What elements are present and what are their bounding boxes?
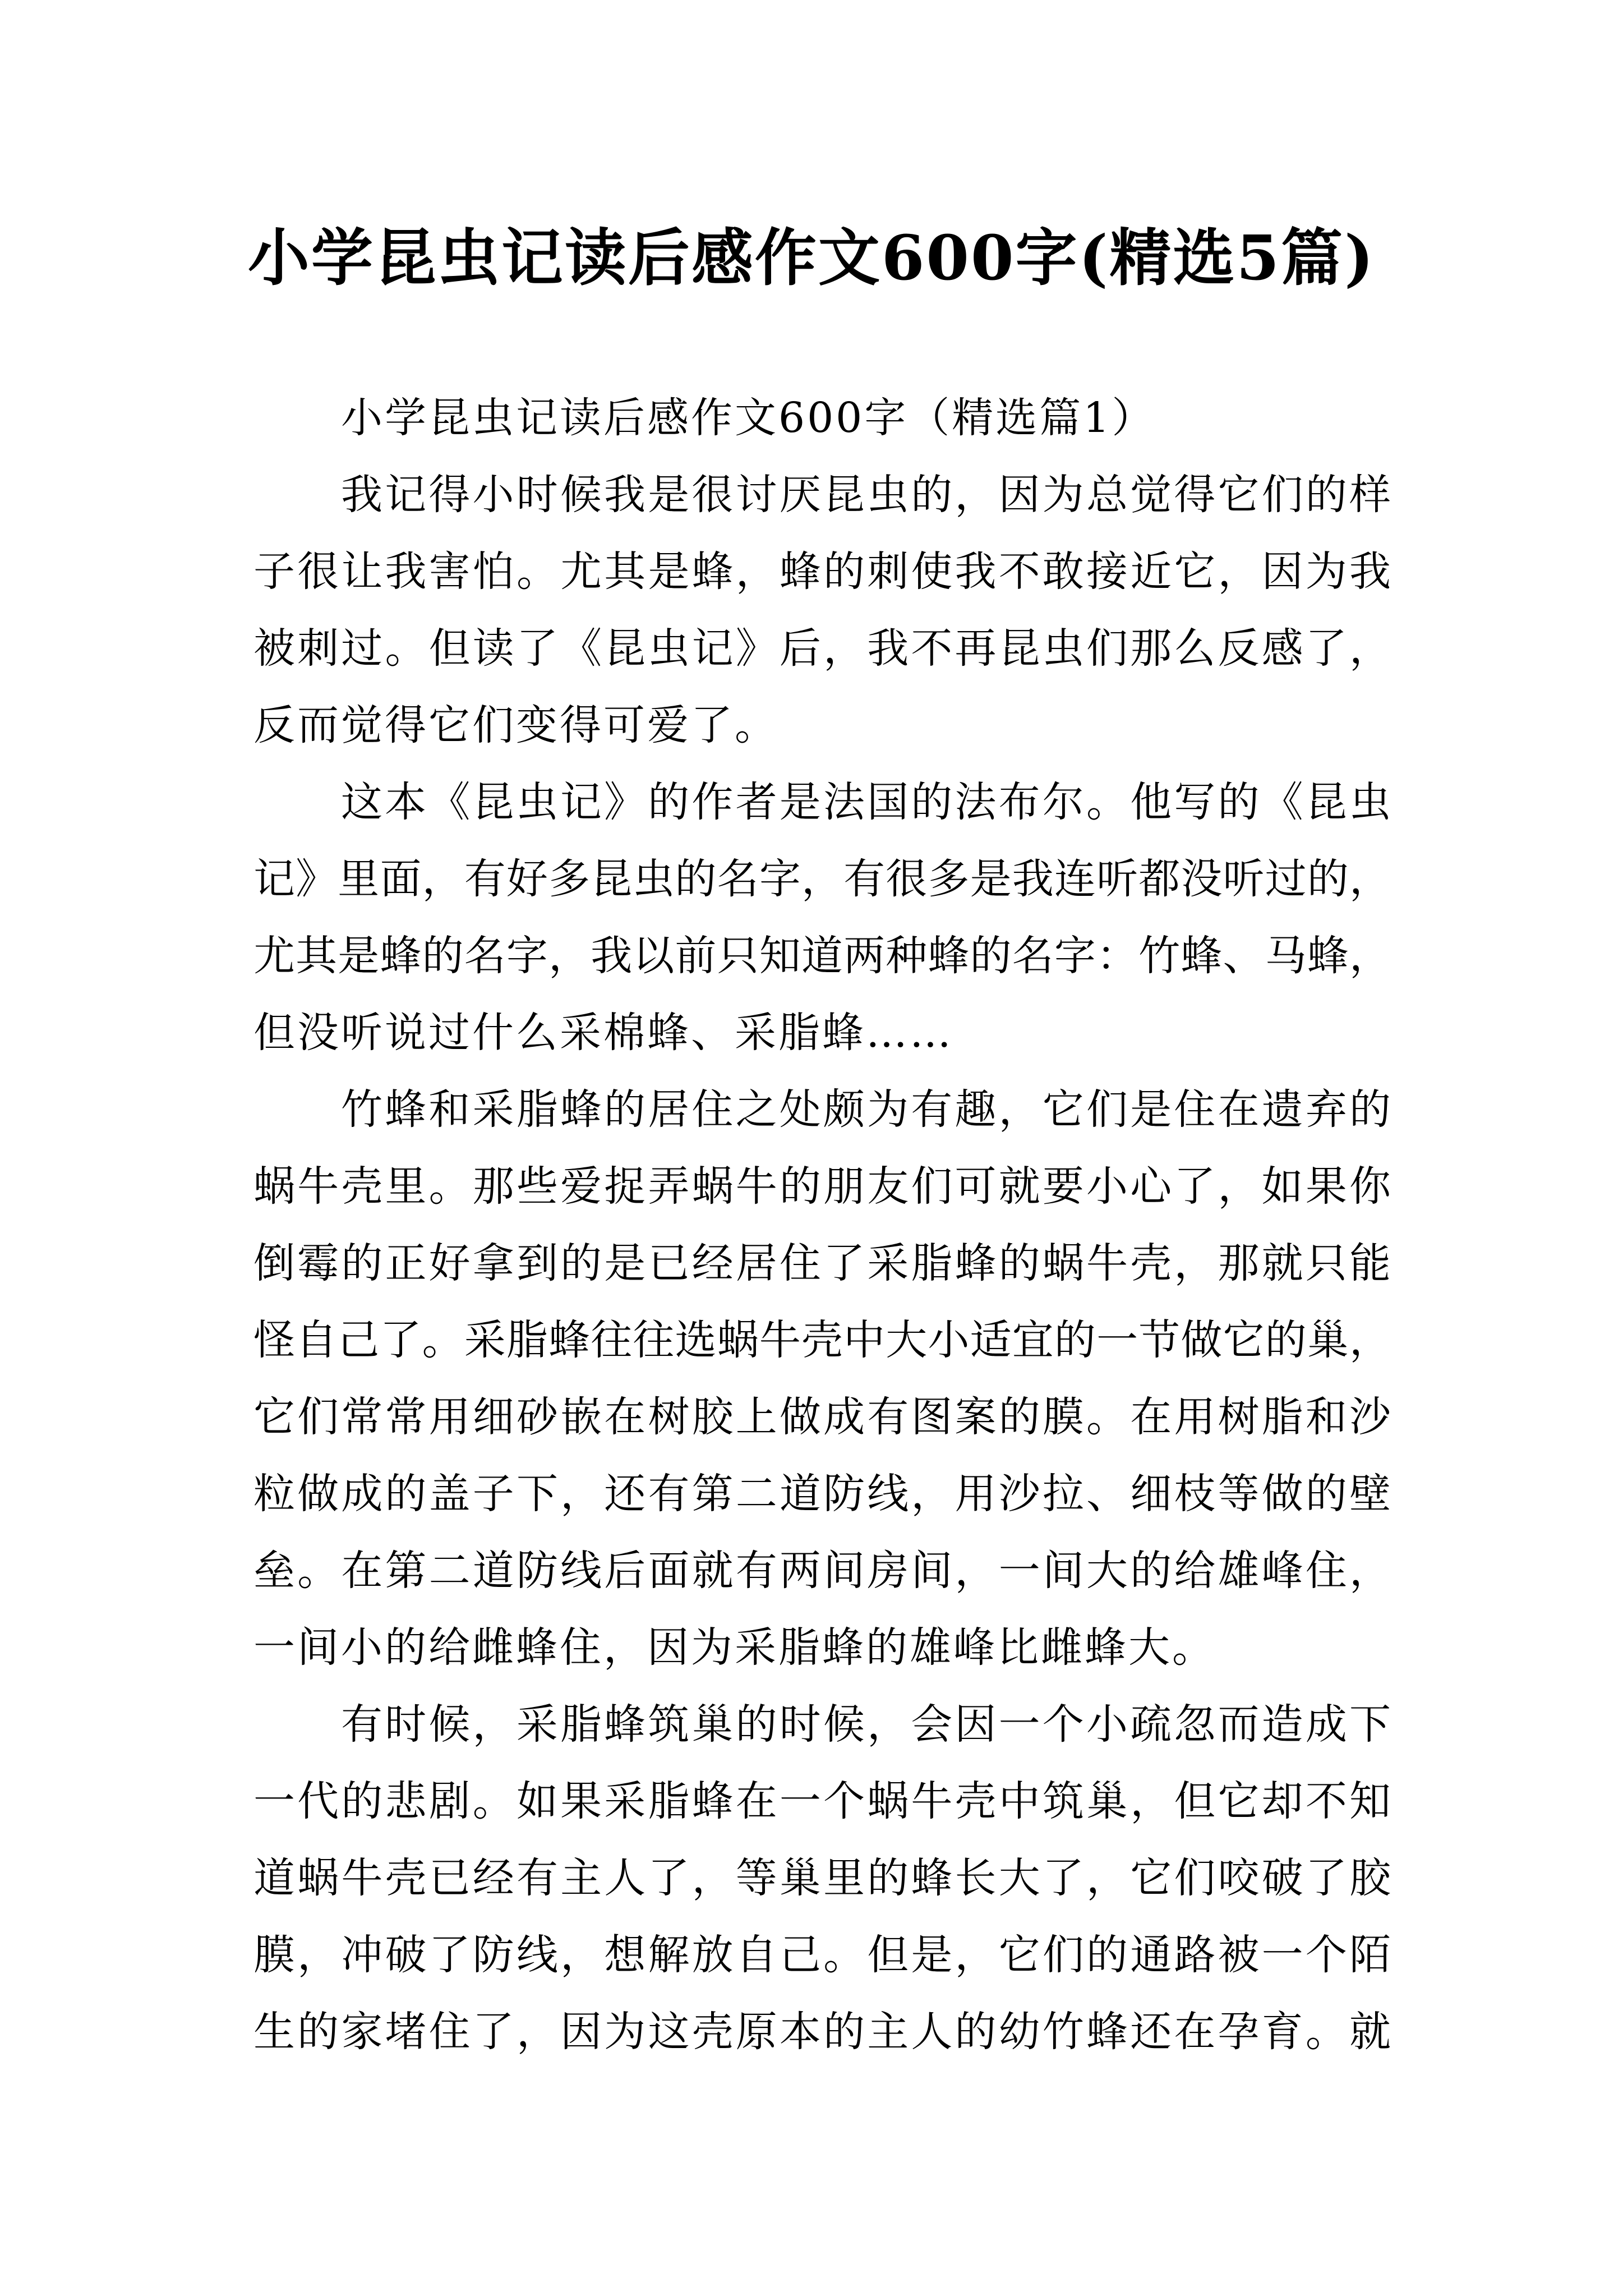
- paragraph-line: 这本《昆虫记》的作者是法国的法布尔。他写的《昆虫: [341, 778, 1391, 826]
- paragraph-line: 被刺过。但读了《昆虫记》后，我不再昆虫们那么反感了，: [253, 624, 1391, 673]
- paragraph-line: 蜗牛壳里。那些爱捉弄蜗牛的朋友们可就要小心了，如果你: [253, 1162, 1391, 1211]
- section-heading: 小学昆虫记读后感作文600字（精选篇1）: [341, 394, 1156, 442]
- paragraph-line: 粒做成的盖子下，还有第二道防线，用沙拉、细枝等做的壁: [253, 1470, 1391, 1518]
- paragraph-line: 我记得小时候我是很讨厌昆虫的，因为总觉得它们的样: [341, 471, 1391, 519]
- paragraph-line: 子很让我害怕。尤其是蜂，蜂的刺使我不敢接近它，因为我: [253, 547, 1391, 596]
- paragraph-line: 垒。在第二道防线后面就有两间房间，一间大的给雄峰住，: [253, 1547, 1391, 1595]
- paragraph-2: [253, 764, 1391, 1071]
- paragraph-line: 但没听说过什么采棉蜂、采脂蜂……: [253, 1009, 953, 1057]
- paragraph-line: 膜，冲破了防线，想解放自己。但是，它们的通路被一个陌: [253, 1931, 1391, 1979]
- paragraph-line: 一间小的给雌蜂住，因为采脂蜂的雄峰比雌蜂大。: [253, 1623, 1216, 1672]
- paragraph-line: 怪自己了。采脂蜂往往选蜗牛壳中大小适宜的一节做它的巢，: [253, 1316, 1391, 1364]
- paragraph-line: 尤其是蜂的名字，我以前只知道两种蜂的名字：竹蜂、马蜂，: [253, 932, 1391, 980]
- paragraph-line: 倒霉的正好拿到的是已经居住了采脂蜂的蜗牛壳，那就只能: [253, 1239, 1391, 1287]
- paragraph-line: 竹蜂和采脂蜂的居住之处颇为有趣，它们是住在遗弃的: [341, 1085, 1391, 1134]
- paragraph-line: 一代的悲剧。如果采脂蜂在一个蜗牛壳中筑巢，但它却不知: [253, 1777, 1391, 1825]
- document-title: 小学昆虫记读后感作文600字(精选5篇): [247, 222, 1376, 294]
- paragraph-line: 记》里面，有好多昆虫的名字，有很多是我连听都没听过的，: [253, 855, 1391, 903]
- paragraph-4: [253, 1686, 1391, 2070]
- paragraph-line: 道蜗牛壳已经有主人了，等巢里的蜂长大了，它们咬破了胶: [253, 1854, 1391, 1902]
- paragraph-1: [253, 457, 1391, 764]
- document-body: [253, 380, 1391, 2070]
- paragraph-line: 它们常常用细砂嵌在树胶上做成有图案的膜。在用树脂和沙: [253, 1393, 1391, 1441]
- paragraph-line: 有时候，采脂蜂筑巢的时候，会因一个小疏忽而造成下: [341, 1700, 1391, 1749]
- paragraph-3: [253, 1071, 1391, 1686]
- paragraph-line: 反而觉得它们变得可爱了。: [253, 701, 778, 749]
- paragraph-line: 生的家堵住了，因为这壳原本的主人的幼竹蜂还在孕育。就: [253, 2008, 1391, 2056]
